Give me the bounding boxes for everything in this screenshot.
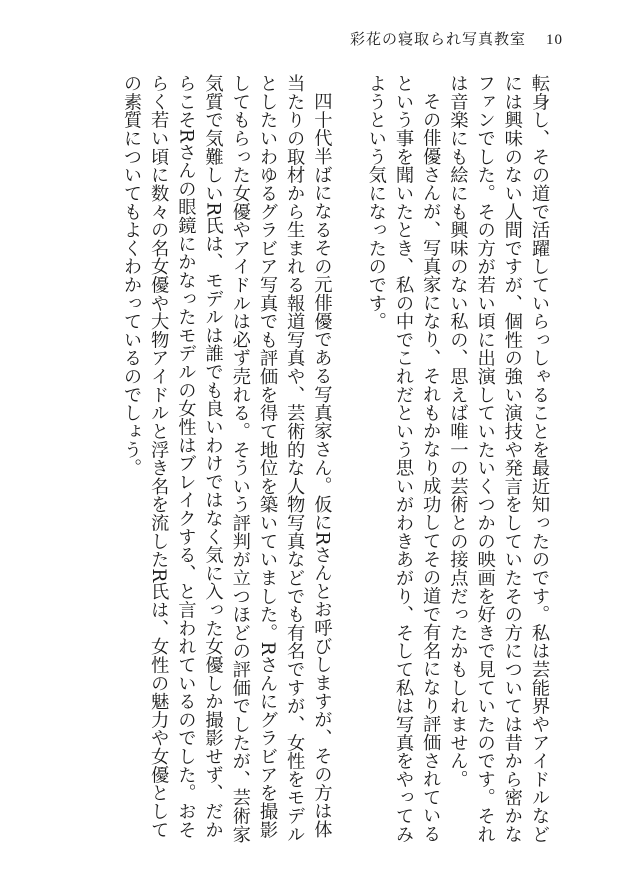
page-number: 10 — [546, 32, 563, 48]
paragraph-3: 四十代半ばになるその元俳優である写真家さん。仮にRさんとお呼びしますが、その方は体当たりの取材から生まれる報道写真や、芸術的な人物写真などでも有名ですが、女性をモデルとしたいわゆるグラビア写真でも評価を得て地位を築いていました。Rさんにグラビアを撮影してもらった女優やアイドルは必ず売れる。そういう評判が立つほどの評価でしたが、芸術家気質で気難しいR氏は、モデルは誰でも良いわけではなく気に入った女優しか撮影せず、だからこそRさんの眼鏡にかなったモデルの女性はブレイクする、と言われているのでした。おそらく若い頃に数々の名女優や大物アイドルと浮き名を流したR氏は、女性の魅力や女優としての素質についてもよくわかっているのでしょう。 — [120, 74, 333, 844]
paragraph-2: その俳優さんが、写真家になり、それもかなり成功してその道で有名になり評価されているという事を聞いたとき、私の中でこれだという思いがわきあがり、そして私は写真をやってみようという気になったのです。 — [365, 74, 442, 844]
paragraph-1: 転身し、その道で活躍していらっしゃることを最近知ったのです。私は芸能界やアイドルなどには興味のない人間ですが、個性の強い演技や発言をしていたその方については昔から密かなファンでした。その方が若い頃に出演していたいくつかの映画を好きで見ていたのです。それは音楽にも絵にも興味のない私の、思えば唯一の芸術との接点だったかもしれません。 — [447, 74, 550, 844]
book-title: 彩花の寝取られ写真教室 — [349, 30, 526, 48]
running-header — [350, 28, 563, 49]
body-text — [118, 74, 553, 844]
